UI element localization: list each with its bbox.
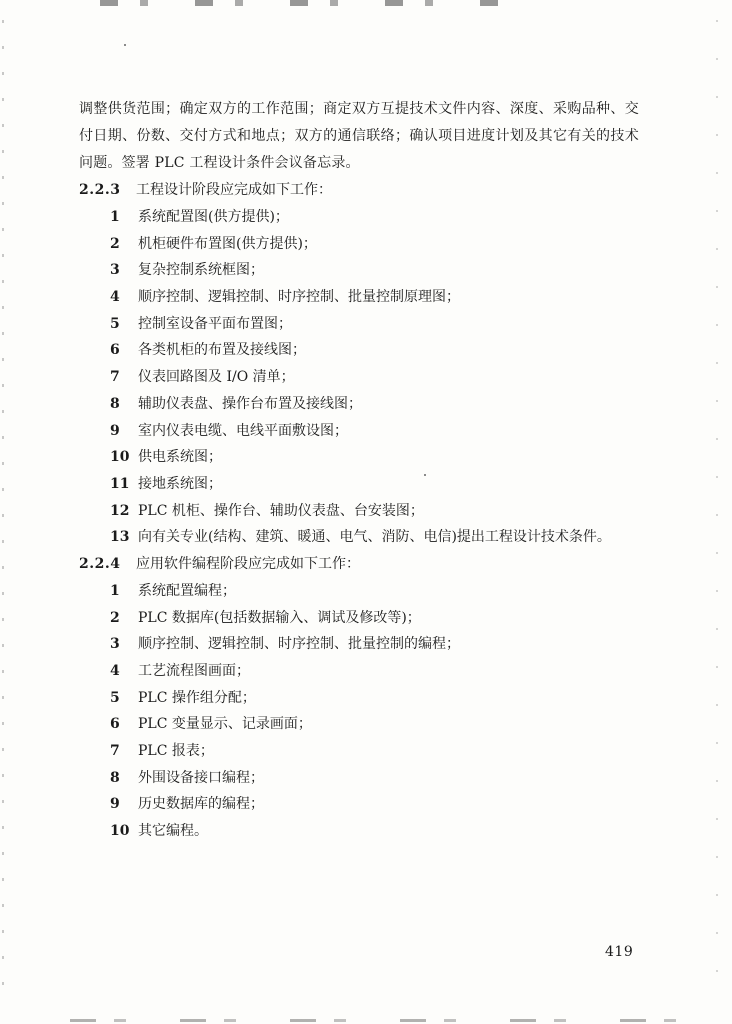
item-text: 供电系统图；: [138, 449, 222, 466]
list-item: [79, 631, 639, 658]
section-heading-2-2-3: [79, 177, 639, 204]
section-title: 工程设计阶段应完成如下工作：: [136, 182, 332, 198]
page-content: [79, 96, 639, 845]
list-item: [79, 204, 639, 231]
item-text: 机柜硬件布置图(供方提供)；: [138, 235, 317, 252]
item-text: 其它编程。: [138, 823, 208, 840]
list-item: [79, 498, 639, 525]
section-items-2-2-3: [79, 204, 639, 551]
list-item: [79, 658, 639, 685]
section-items-2-2-4: [79, 578, 639, 845]
item-text: PLC 机柜、操作台、辅助仪表盘、台安装图；: [138, 502, 424, 519]
item-text: PLC 变量显示、记录画面；: [138, 716, 312, 733]
item-number: 1: [110, 582, 120, 599]
item-text: 系统配置编程；: [138, 582, 236, 599]
item-number: 12: [110, 502, 130, 519]
item-text: PLC 数据库(包括数据输入、调试及修改等)；: [138, 609, 421, 626]
scan-artifact-left: [2, 20, 4, 1000]
item-number: 3: [110, 262, 120, 279]
list-item: [79, 444, 639, 471]
item-number: 4: [110, 663, 120, 679]
item-number: 6: [110, 342, 120, 359]
item-text: 室内仪表电缆、电线平面敷设图；: [138, 422, 348, 439]
item-number: 5: [110, 315, 120, 332]
list-item: [79, 284, 639, 311]
item-text: 接地系统图；: [138, 475, 222, 492]
item-number: 8: [110, 395, 120, 412]
item-number: 10: [110, 823, 130, 840]
list-item: [79, 337, 639, 364]
item-number: 4: [110, 289, 120, 306]
item-number: 2: [110, 609, 120, 626]
section-title: 应用软件编程阶段应完成如下工作：: [136, 555, 360, 572]
list-item: [79, 257, 639, 284]
item-text: 向有关专业(结构、建筑、暖通、电气、消防、电信)提出工程设计技术条件。: [138, 529, 611, 546]
item-number: 2: [110, 235, 120, 252]
intro-paragraph: 调整供货范围；确定双方的工作范围；商定双方互提技术文件内容、深度、采购品种、交付日期、份数、交付方式和地点；双方的通信联络；确认项目进度计划及其它有关的技术问题。签署 PLC 工程设计条件会议备忘录。: [79, 101, 639, 171]
item-number: 13: [110, 529, 130, 546]
list-item: [79, 738, 639, 765]
item-number: 9: [110, 422, 120, 439]
item-text: 各类机柜的布置及接线图；: [138, 342, 306, 359]
item-text: 顺序控制、逻辑控制、时序控制、批量控制原理图；: [138, 289, 460, 306]
list-item: [79, 818, 639, 845]
section-heading-2-2-4: [79, 551, 639, 578]
list-item: [79, 391, 639, 418]
item-number: 6: [110, 716, 120, 733]
scan-artifact-right: [716, 20, 718, 980]
list-item: [79, 765, 639, 792]
scan-artifact-top: [100, 0, 520, 6]
list-item: [79, 364, 639, 391]
item-number: 7: [110, 743, 120, 760]
item-text: 辅助仪表盘、操作台布置及接线图；: [138, 395, 362, 412]
item-text: 控制室设备平面布置图；: [138, 315, 292, 332]
list-item: [79, 524, 639, 551]
scan-artifact-bottom: [70, 1019, 710, 1022]
item-number: 5: [110, 689, 120, 706]
item-text: PLC 操作组分配；: [138, 689, 256, 706]
section-number: 2.2.3: [79, 182, 121, 198]
item-number: 8: [110, 769, 120, 786]
item-text: 工艺流程图画面；: [138, 663, 250, 679]
list-item: [79, 711, 639, 738]
item-text: 系统配置图(供方提供)；: [138, 209, 289, 225]
item-text: PLC 报表；: [138, 743, 214, 760]
item-text: 外围设备接口编程；: [138, 769, 264, 786]
list-item: [79, 418, 639, 445]
list-item: [79, 578, 639, 605]
list-item: [79, 231, 639, 258]
list-item: [79, 471, 639, 498]
page-number: 419: [605, 944, 634, 960]
item-number: 11: [110, 475, 130, 492]
item-number: 9: [110, 796, 120, 813]
list-item: [79, 605, 639, 632]
item-text: 仪表回路图及 I/O 清单；: [138, 369, 295, 386]
item-number: 3: [110, 636, 120, 653]
scan-speck: [124, 44, 126, 46]
list-item: [79, 311, 639, 338]
item-text: 顺序控制、逻辑控制、时序控制、批量控制的编程；: [138, 636, 460, 653]
item-number: 10: [110, 449, 130, 466]
item-text: 复杂控制系统框图；: [138, 262, 264, 279]
item-text: 历史数据库的编程；: [138, 796, 264, 813]
list-item: [79, 791, 639, 818]
section-number: 2.2.4: [79, 555, 121, 572]
item-number: 1: [110, 209, 120, 225]
item-number: 7: [110, 369, 120, 386]
list-item: [79, 685, 639, 712]
